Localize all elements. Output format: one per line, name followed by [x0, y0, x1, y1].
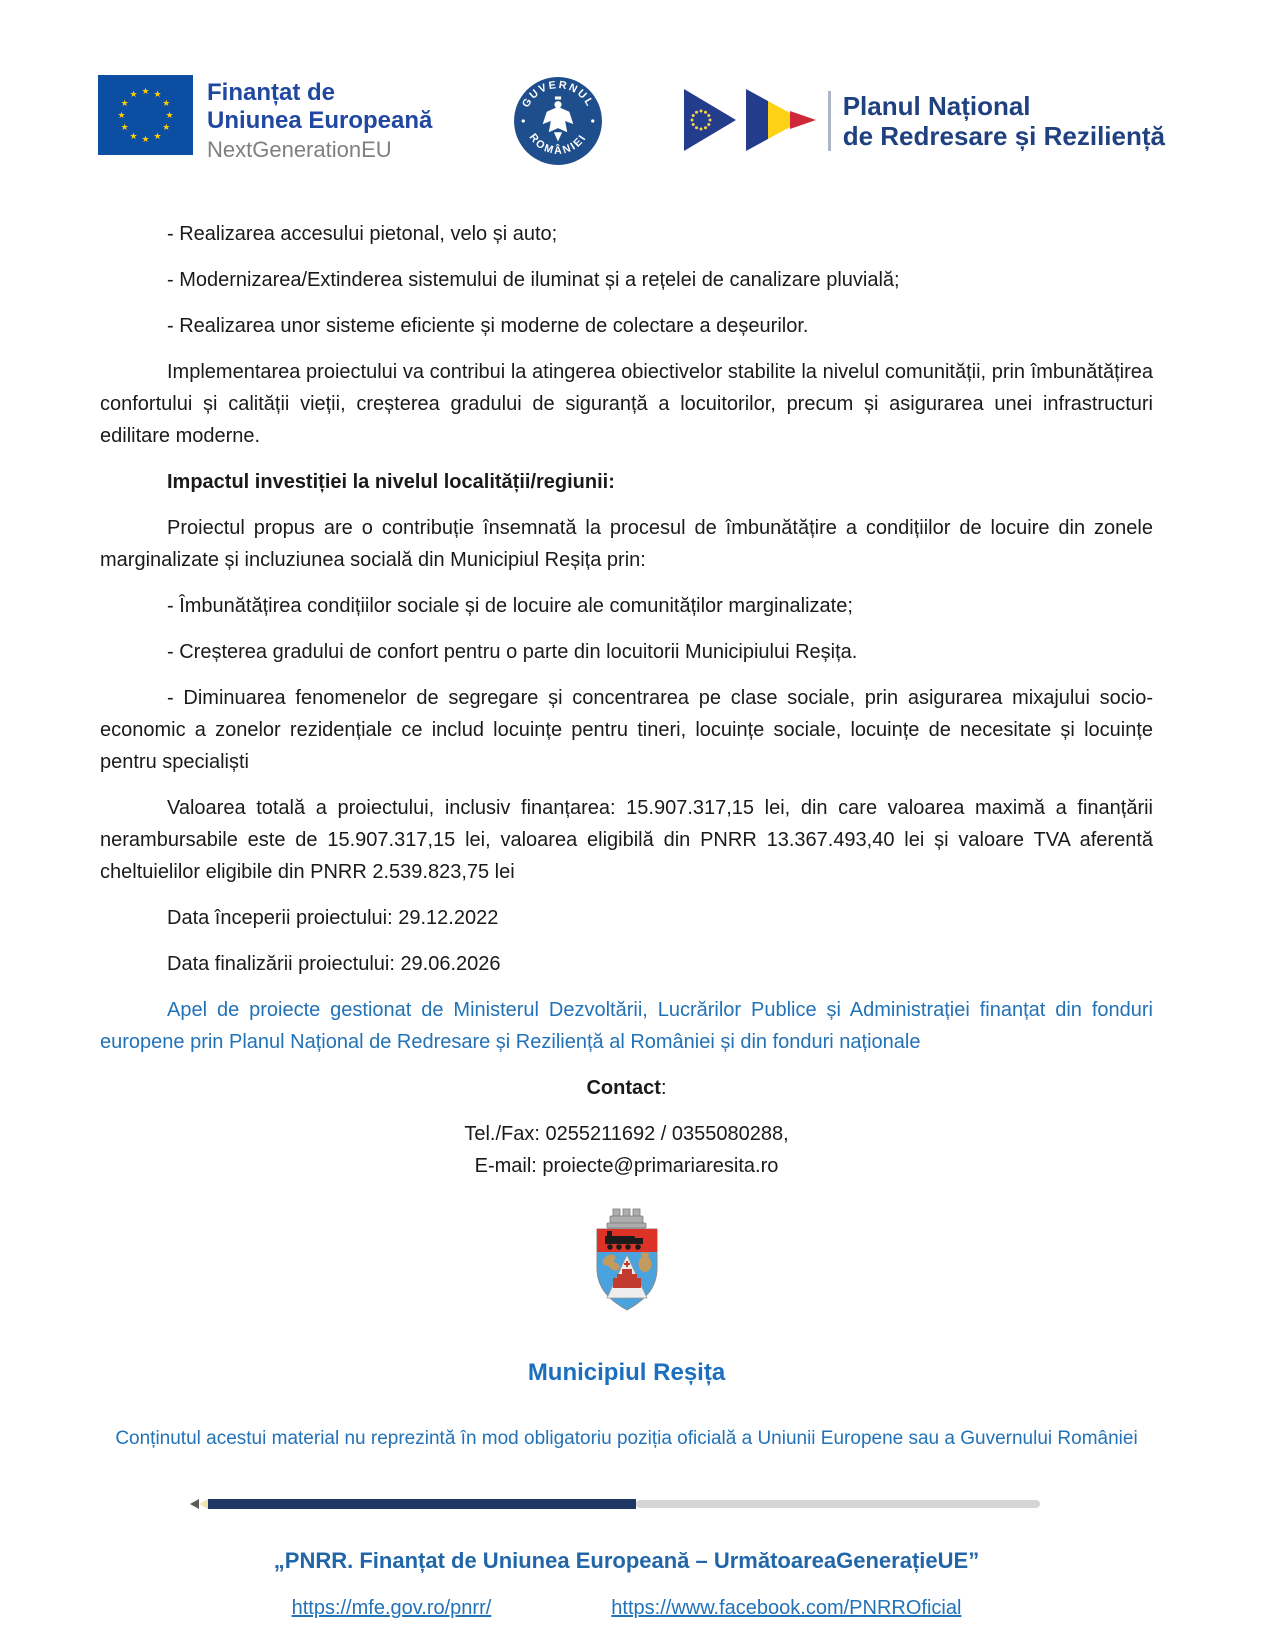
romanian-government-seal: [512, 75, 604, 172]
paragraph-segregation: - Diminuarea fenomenelor de segregare și concentrarea pe clase sociale, prin asigurarea mixajului socio-economic a zonelor rezidențiale ce includ locuințe pentru tineri, locuințe sociale, locuințe de necesitate și locuințe pentru specialiști: [100, 687, 1153, 773]
seal-arc-top-text: GUVERNUL: [519, 79, 597, 110]
contact-email: E-mail: proiecte@primariaresita.ro: [474, 1155, 779, 1177]
seal-arc-bottom-text: ROMÂNIEI: [526, 131, 590, 157]
svg-text:★: ★: [120, 123, 129, 133]
pnrr-logo-line2: de Redresare și Reziliență: [842, 121, 1165, 151]
contact-details: [100, 1118, 1153, 1182]
next-generation-eu-label: NextGenerationEU: [207, 137, 392, 162]
government-seal-icon: [512, 75, 604, 167]
coat-of-arms-icon: [589, 1208, 665, 1312]
pnrr-logo-text: [828, 91, 1165, 151]
contact-tel-fax: Tel./Fax: 0255211692 / 0355080288,: [464, 1123, 789, 1145]
eu-flag-icon: [98, 75, 193, 155]
facebook-pnrr-link[interactable]: https://www.facebook.com/PNRROficial: [611, 1597, 962, 1619]
municipality-name: Municipiul Reșița: [527, 1359, 726, 1386]
paragraph-contribution: Proiectul propus are o contribuție însemnată la procesul de îmbunătățire a condițiilor de locuire din zonele marginalizate și incluziunea socială din Municipiul Reșița prin:: [100, 517, 1153, 571]
contact-heading-colon: :: [660, 1077, 667, 1099]
eu-funding-text: [207, 75, 432, 165]
paragraph-total-value: Valoarea totală a proiectului, inclusiv finanțarea: 15.907.317,15 lei, din care valoarea maximă a finanțării nerambursabile este de 15.907.317,15 lei, valoarea eligibilă din PNRR 13.367.493,40 lei și valoare TVA aferentă cheltuielilor eligibile din PNRR 2.539.823,75 lei: [100, 797, 1153, 883]
project-end-date: Data finalizării proiectului: 29.06.2026: [167, 953, 501, 975]
mural-crown: [607, 1209, 646, 1228]
svg-text:★: ★: [117, 111, 126, 121]
svg-text:★: ★: [141, 87, 150, 97]
bullet-access: - Realizarea accesului pietonal, velo și auto;: [167, 223, 558, 245]
header-logos: [0, 0, 1275, 168]
contact-heading-label: Contact: [586, 1077, 661, 1099]
contact-heading: [100, 1072, 1153, 1104]
disclaimer-text: Conținutul acestui material nu reprezintă în mod obligatoriu poziția oficială a Uniunii Europene sau a Guvernului României: [115, 1428, 1138, 1449]
document-body: [0, 168, 1275, 1623]
svg-text:★: ★: [153, 131, 162, 142]
paragraph-implementation: Implementarea proiectului va contribui la atingerea obiectivelor stabilite la nivelul comunității, prin îmbunătățirea confortului și calității vieții, creșterea gradului de siguranță a locuitorilor, precum și asigurarea unei infrastructuri edilitare moderne.: [100, 361, 1153, 447]
bullet-comfort: - Creșterea gradului de confort pentru o parte din locuitorii Municipiului Reșița.: [167, 641, 858, 663]
pnrr-footer-quote: „PNRR. Finanțat de Uniunea Europeană – UrmătoareaGenerațieUE”: [273, 1548, 980, 1573]
project-start-date: Data începerii proiectului: 29.12.2022: [167, 907, 499, 929]
funded-by-line1: Finanțat de: [207, 79, 336, 106]
pencil-tip-icon: [190, 1499, 199, 1509]
bullet-social-conditions: - Îmbunătățirea condițiilor sociale și de locuire ale comunităților marginalizate;: [167, 595, 853, 617]
pencil-wood-icon: [199, 1499, 208, 1509]
footer-links: [100, 1593, 1153, 1623]
paragraph-call-for-projects: Apel de proiecte gestionat de Ministerul Dezvoltării, Lucrărilor Publice și Administrației finanțat din fonduri europene prin Planul Național de Redresare și Reziliență al României și din fonduri naționale: [100, 999, 1153, 1053]
eu-funding-logo: [98, 75, 432, 165]
bullet-lighting: - Modernizarea/Extinderea sistemului de iluminat și a rețelei de canalizare pluvială;: [167, 269, 900, 291]
svg-text:★: ★: [162, 99, 171, 109]
divider-navy-segment: [208, 1499, 636, 1509]
pnrr-logo-line1: Planul Național: [842, 91, 1031, 121]
mfe-gov-link[interactable]: https://mfe.gov.ro/pnrr/: [291, 1597, 492, 1619]
heading-impact: Impactul investiției la nivelul localității/regiunii:: [167, 471, 615, 493]
funded-by-line2: Uniunea Europeană: [207, 107, 433, 134]
resita-coat-of-arms: [100, 1208, 1153, 1317]
svg-text:★: ★: [129, 131, 138, 142]
pnrr-arrows-icon: [684, 89, 818, 153]
svg-text:★: ★: [120, 99, 129, 109]
pnrr-logo: [684, 75, 1165, 153]
divider-gray-segment: [636, 1500, 1040, 1508]
bullet-waste: - Realizarea unor sisteme eficiente și moderne de colectare a deșeurilor.: [167, 315, 809, 337]
svg-text:★: ★: [165, 111, 174, 121]
svg-text:★: ★: [129, 90, 138, 101]
pencil-divider-bar: [190, 1499, 1040, 1509]
svg-text:★: ★: [141, 135, 150, 145]
svg-text:★: ★: [153, 90, 162, 101]
svg-text:★: ★: [162, 123, 171, 133]
